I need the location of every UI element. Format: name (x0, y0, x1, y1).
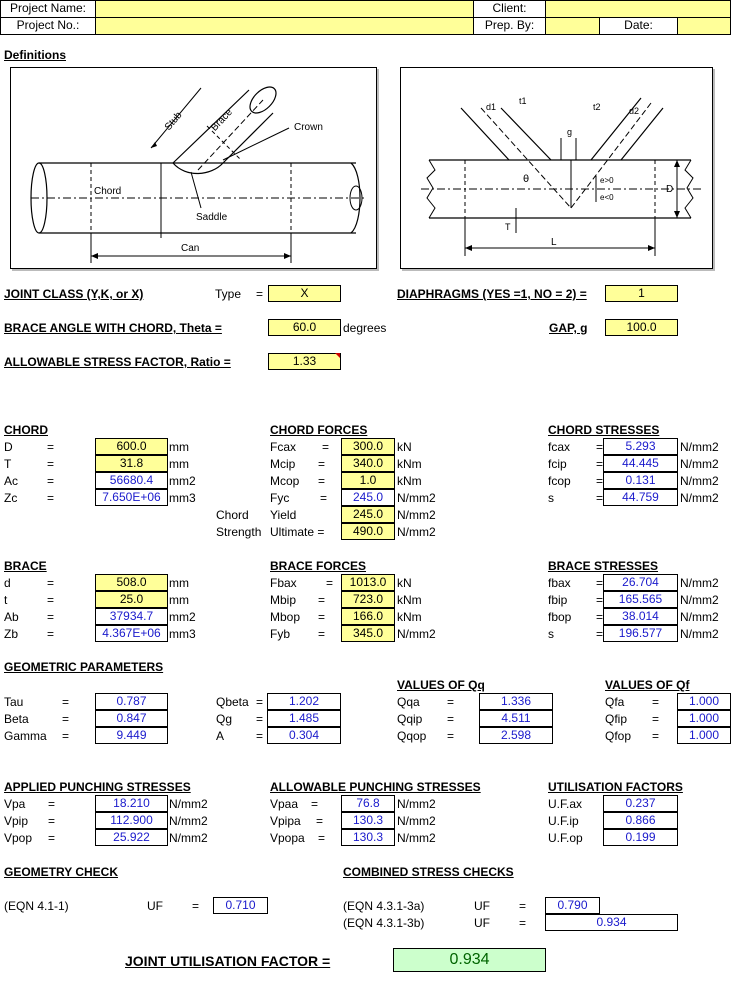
beta-output: 0.847 (95, 710, 168, 727)
unit: kNm (397, 457, 422, 471)
eq: = (596, 491, 604, 505)
chord-row-label: D (4, 440, 13, 454)
tau-output: 0.787 (95, 693, 168, 710)
eq: = (596, 576, 604, 590)
uf-text: UF (147, 899, 163, 913)
eq: = (48, 797, 56, 811)
eq: = (596, 627, 604, 641)
joint-uf-label: JOINT UTILISATION FACTOR = (125, 953, 331, 969)
date-label: Date: (599, 17, 678, 35)
chord-forces-title: CHORD FORCES (270, 423, 368, 437)
eq: = (318, 474, 326, 488)
strength-prefix: Strength (216, 525, 262, 539)
joint-class-label: JOINT CLASS (Y,K, or X) (4, 287, 144, 301)
ultimate-input[interactable]: 490.0 (341, 523, 395, 540)
project-no-field[interactable] (95, 17, 474, 35)
comment-indicator-icon[interactable] (335, 353, 340, 358)
fcip-output: 44.445 (603, 455, 678, 472)
gap-input[interactable]: 100.0 (605, 319, 678, 336)
eq: = (447, 695, 455, 709)
eq: = (48, 831, 56, 845)
brace-title: BRACE (4, 559, 47, 573)
eq: = (596, 610, 604, 624)
chord-row-label: Ac (4, 474, 19, 488)
chord-Ac-output: 56680.4 (95, 472, 168, 489)
chord-text: Chord (94, 186, 122, 197)
eq: = (322, 440, 330, 454)
unit: N/mm2 (397, 797, 436, 811)
qqip-output: 4.511 (479, 710, 553, 727)
t1-text: t1 (519, 96, 527, 106)
L-text: L (551, 237, 557, 248)
eq: = (596, 474, 604, 488)
fbax-input[interactable]: 1013.0 (341, 574, 395, 591)
brace-forces-title: BRACE FORCES (270, 559, 367, 573)
client-field[interactable] (545, 0, 731, 18)
utilisation-title: UTILISATION FACTORS (548, 780, 683, 794)
brace-text: Brace (209, 106, 235, 134)
fbax-output: 26.704 (603, 574, 678, 591)
unit: mm2 (169, 474, 196, 488)
eq: = (62, 729, 70, 743)
fbop-output: 38.014 (603, 608, 678, 625)
qq-label: Qqip (397, 712, 423, 726)
mbip-input[interactable]: 723.0 (341, 591, 395, 608)
joint-diagram-1 (10, 67, 377, 269)
unit: N/mm2 (169, 831, 208, 845)
vpipa-output: 130.3 (341, 812, 395, 829)
punch-label: Vpipa (270, 814, 301, 828)
qbeta-output: 1.202 (267, 693, 341, 710)
k-joint-drawing (401, 68, 712, 268)
stress-label: fcop (548, 474, 571, 488)
stress-label: fbax (548, 576, 571, 590)
brace-angle-input[interactable]: 60.0 (268, 319, 341, 336)
project-name-field[interactable] (95, 0, 474, 18)
stress-label: fbop (548, 610, 572, 624)
eq: = (519, 916, 527, 930)
q-label: Qg (216, 712, 233, 726)
unit: mm (169, 593, 189, 607)
project-name-label: Project Name: (0, 0, 96, 18)
fyb-input[interactable]: 345.0 (341, 625, 395, 642)
force-label: Fbax (270, 576, 297, 590)
force-label: Fyb (270, 627, 291, 641)
fbip-output: 165.565 (603, 591, 678, 608)
unit: mm3 (169, 627, 196, 641)
diaphragms-input[interactable]: 1 (605, 285, 678, 302)
stress-label: fcip (548, 457, 567, 471)
theta-text: θ (523, 174, 530, 185)
param-label: Gamma (4, 729, 47, 743)
allowable-stress-label: ALLOWABLE STRESS FACTOR, Ratio = (4, 355, 231, 369)
vpip-output: 112.900 (95, 812, 168, 829)
qf-label: Qfip (605, 712, 628, 726)
eq: = (47, 440, 55, 454)
qq-label: Qqa (397, 695, 420, 709)
chord-Zc-output: 7.650E+06 (95, 489, 168, 506)
qf-title: VALUES OF Qf (605, 678, 690, 692)
brace-angle-label: BRACE ANGLE WITH CHORD, Theta = (4, 321, 222, 335)
unit: kNm (397, 610, 422, 624)
eq: = (318, 610, 326, 624)
eq: = (256, 695, 264, 709)
D-text: D (666, 184, 674, 195)
unit: kN (397, 576, 412, 590)
chord-row-label: T (4, 457, 12, 471)
stress-label: fbip (548, 593, 568, 607)
chord-title: CHORD (4, 423, 48, 437)
unit: N/mm2 (397, 491, 436, 505)
definitions-title: Definitions (4, 48, 66, 62)
type-label: Type (215, 287, 242, 301)
force-label: Fcax (270, 440, 297, 454)
qg-output: 1.485 (267, 710, 341, 727)
uf-label: U.F.ax (548, 797, 583, 811)
eq: = (256, 712, 264, 726)
eq: = (256, 729, 264, 743)
eq: = (47, 627, 55, 641)
qfa-output: 1.000 (677, 693, 731, 710)
gap-label: GAP, g (549, 321, 588, 335)
client-label: Client: (473, 0, 546, 18)
geometry-check-title: GEOMETRY CHECK (4, 865, 119, 879)
a-output: 0.304 (267, 727, 341, 744)
joint-diagram-2 (400, 67, 713, 269)
force-label: Mcop (270, 474, 300, 488)
uf-text: UF (474, 899, 490, 913)
eq: = (326, 576, 334, 590)
qq-label: Qqop (397, 729, 427, 743)
q-label: Qbeta (216, 695, 249, 709)
unit: kNm (397, 593, 422, 607)
fyc-output: 245.0 (341, 489, 395, 506)
unit: N/mm2 (680, 491, 719, 505)
uf-ax-output: 0.237 (603, 795, 678, 812)
unit: mm (169, 576, 189, 590)
unit: mm (169, 440, 189, 454)
eqn-label: (EQN 4.1-1) (4, 899, 69, 913)
diaphragms-label: DIAPHRAGMS (YES =1, NO = 2) = (397, 287, 587, 301)
unit: N/mm2 (169, 797, 208, 811)
stress-label: s (548, 491, 554, 505)
qq-title: VALUES OF Qq (397, 678, 485, 692)
gamma-output: 9.449 (95, 727, 168, 744)
mbop-input[interactable]: 166.0 (341, 608, 395, 625)
combined-b-output: 0.934 (545, 914, 678, 931)
unit: N/mm2 (397, 525, 436, 539)
degrees-unit: degrees (343, 321, 387, 335)
prep-by-field[interactable] (545, 17, 600, 35)
punch-label: Vpaa (270, 797, 299, 811)
unit: N/mm2 (680, 627, 719, 641)
uf-label: U.F.ip (548, 814, 579, 828)
mcip-input[interactable]: 340.0 (341, 455, 395, 472)
can-text: Can (181, 243, 200, 254)
joint-type-input[interactable]: X (268, 285, 341, 302)
uf-ip-output: 0.866 (603, 812, 678, 829)
d1-text: d1 (486, 102, 497, 112)
param-label: Beta (4, 712, 29, 726)
e-less-text: e<0 (600, 193, 614, 202)
eq: = (62, 695, 70, 709)
unit: N/mm2 (397, 831, 436, 845)
chord-row-label: Zc (4, 491, 18, 505)
vpopa-output: 130.3 (341, 829, 395, 846)
brace-t-input[interactable]: 25.0 (95, 591, 168, 608)
eqn-label: (EQN 4.3.1-3b) (343, 916, 425, 930)
eq: = (596, 457, 604, 471)
q-label: A (216, 729, 225, 743)
vpa-output: 18.210 (95, 795, 168, 812)
yield-input[interactable]: 245.0 (341, 506, 395, 523)
force-label: Mbip (270, 593, 297, 607)
eq: = (596, 593, 604, 607)
eq: = (47, 576, 55, 590)
ultimate-label: Ultimate = (270, 525, 325, 539)
s-output: 44.759 (603, 489, 678, 506)
uf-label: U.F.op (548, 831, 583, 845)
geometry-uf-output: 0.710 (213, 897, 268, 914)
eq: = (316, 814, 324, 828)
type-eq: = (256, 287, 264, 301)
unit: N/mm2 (680, 576, 719, 590)
eq: = (47, 610, 55, 624)
vpop-output: 25.922 (95, 829, 168, 846)
unit: N/mm2 (680, 610, 719, 624)
allowable-punching-title: ALLOWABLE PUNCHING STRESSES (270, 780, 481, 794)
unit: N/mm2 (397, 814, 436, 828)
unit: N/mm2 (680, 593, 719, 607)
unit: kN (397, 440, 412, 454)
eq: = (62, 712, 70, 726)
T-text: T (505, 222, 511, 232)
qf-label: Qfop (605, 729, 632, 743)
saddle-text: Saddle (196, 212, 228, 223)
brace-row-label: d (4, 576, 11, 590)
punch-label: Vpop (4, 831, 33, 845)
qqop-output: 2.598 (479, 727, 553, 744)
eq: = (519, 899, 527, 913)
unit: N/mm2 (680, 474, 719, 488)
chord-T-input[interactable]: 31.8 (95, 455, 168, 472)
brace-stresses-title: BRACE STRESSES (548, 559, 659, 573)
crown-text: Crown (294, 122, 323, 133)
t2-text: t2 (593, 102, 601, 112)
tee-joint-drawing (11, 68, 376, 268)
unit: N/mm2 (397, 627, 436, 641)
eq: = (318, 593, 326, 607)
mcop-input[interactable]: 1.0 (341, 472, 395, 489)
brace-Ab-output: 37934.7 (95, 608, 168, 625)
eq: = (47, 474, 55, 488)
eq: = (47, 593, 55, 607)
project-no-label: Project No.: (0, 17, 96, 35)
unit: kNm (397, 474, 422, 488)
applied-punching-title: APPLIED PUNCHING STRESSES (4, 780, 191, 794)
chord-yield-prefix: Chord (216, 508, 249, 522)
uf-op-output: 0.199 (603, 829, 678, 846)
joint-uf-output: 0.934 (393, 948, 546, 972)
eq: = (652, 729, 660, 743)
fcop-output: 0.131 (603, 472, 678, 489)
stub-text: Stub (162, 110, 185, 133)
vpaa-output: 76.8 (341, 795, 395, 812)
stress-label: fcax (548, 440, 571, 454)
eqn-label: (EQN 4.3.1-3a) (343, 899, 425, 913)
uf-text: UF (474, 916, 490, 930)
unit: N/mm2 (680, 457, 719, 471)
brace-row-label: Zb (4, 627, 19, 641)
unit: N/mm2 (169, 814, 208, 828)
qf-label: Qfa (605, 695, 625, 709)
combined-title: COMBINED STRESS CHECKS (343, 865, 514, 879)
eq: = (447, 729, 455, 743)
force-label: Mbop (270, 610, 301, 624)
force-label: Mcip (270, 457, 296, 471)
geometric-title: GEOMETRIC PARAMETERS (4, 660, 164, 674)
prep-by-label: Prep. By: (473, 17, 546, 35)
combined-a-output: 0.790 (545, 897, 600, 914)
eq: = (47, 491, 55, 505)
fcax-input[interactable]: 300.0 (341, 438, 395, 455)
chord-D-input[interactable]: 600.0 (95, 438, 168, 455)
qqa-output: 1.336 (479, 693, 553, 710)
date-field[interactable] (677, 17, 731, 35)
punch-label: Vpip (4, 814, 29, 828)
punch-label: Vpopa (270, 831, 305, 845)
param-label: Tau (4, 695, 24, 709)
yield-label: Yield (270, 508, 297, 522)
eq: = (318, 457, 326, 471)
stress-label: s (548, 627, 554, 641)
eq: = (48, 814, 56, 828)
unit: mm3 (169, 491, 196, 505)
fcax-output: 5.293 (603, 438, 678, 455)
unit: mm (169, 457, 189, 471)
eq: = (320, 491, 328, 505)
eq: = (318, 627, 326, 641)
e-greater-text: e>0 (600, 176, 614, 185)
unit: mm2 (169, 610, 196, 624)
eq: = (47, 457, 55, 471)
d2-text: d2 (629, 106, 640, 116)
punch-label: Vpa (4, 797, 26, 811)
force-label: Fyc (270, 491, 290, 505)
brace-Zb-output: 4.367E+06 (95, 625, 168, 642)
eq: = (596, 440, 604, 454)
brace-row-label: t (4, 593, 8, 607)
eq: = (318, 831, 326, 845)
qfop-output: 1.000 (677, 727, 731, 744)
eq: = (652, 695, 660, 709)
g-text: g (567, 127, 573, 137)
unit: N/mm2 (397, 508, 436, 522)
qfip-output: 1.000 (677, 710, 731, 727)
eq: = (192, 899, 200, 913)
brace-s-output: 196.577 (603, 625, 678, 642)
brace-d-input[interactable]: 508.0 (95, 574, 168, 591)
unit: N/mm2 (680, 440, 719, 454)
eq: = (652, 712, 660, 726)
eq: = (311, 797, 319, 811)
ratio-input[interactable]: 1.33 (268, 353, 341, 370)
chord-stresses-title: CHORD STRESSES (548, 423, 660, 437)
eq: = (447, 712, 455, 726)
brace-row-label: Ab (4, 610, 19, 624)
